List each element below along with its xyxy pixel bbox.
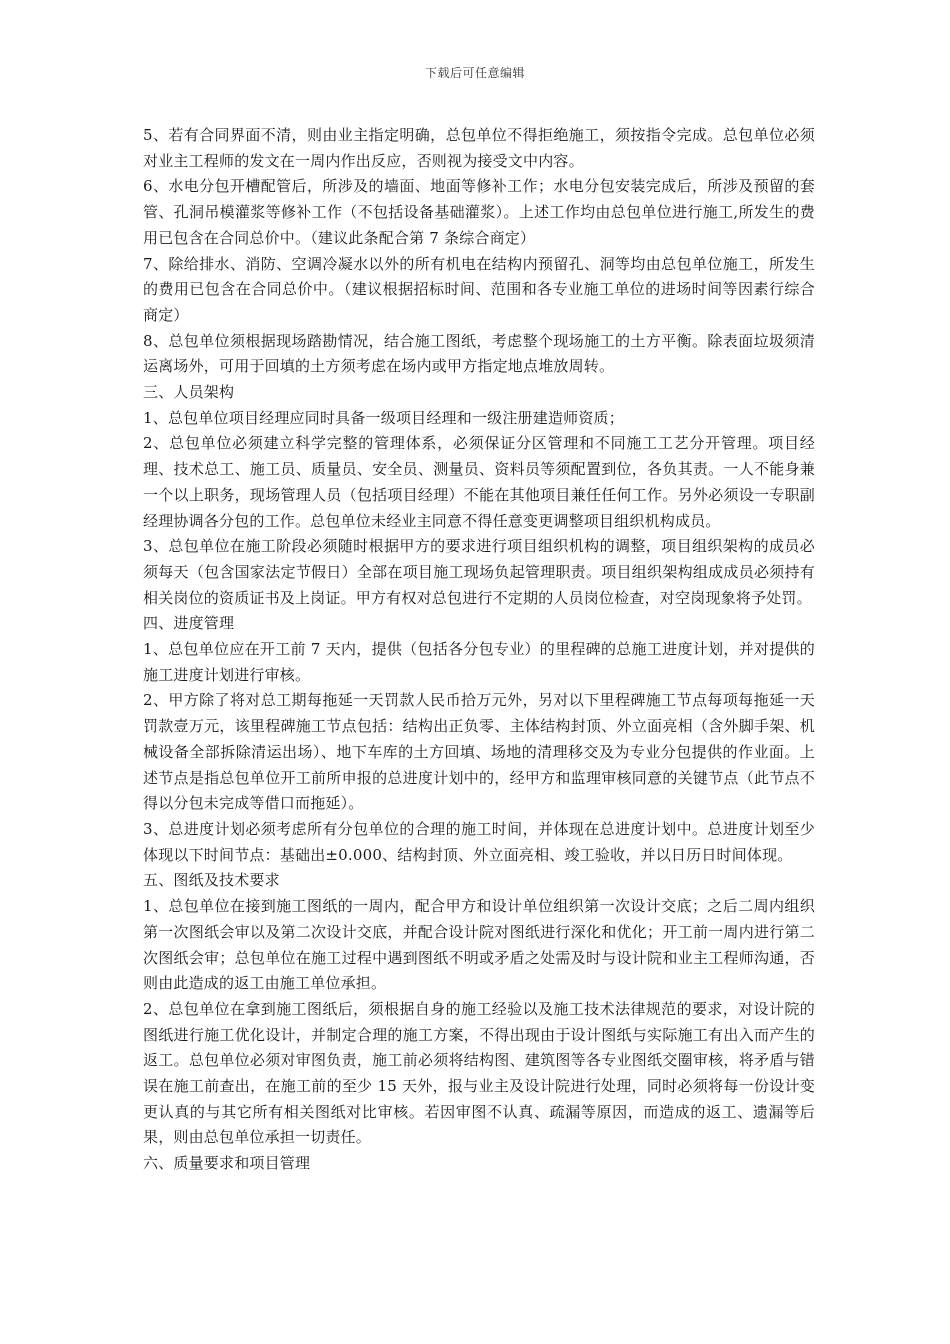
schedule-clause-3: 3、总进度计划必须考虑所有分包单位的合理的施工时间，并体现在总进度计划中。总进度计划至少体现以下时间节点：基础出±0.000、结构封顶、外立面亮相、竣工验收，并以日历日时间体现。 (143, 819, 815, 864)
clause-5-contract-interface: 5、若有合同界面不清，则由业主指定明确，总包单位不得拒绝施工，须按指令完成。总包单位必须对业主工程师的发文在一周内作出反应，否则视为接受文中内容。 (143, 126, 815, 170)
document-body (143, 123, 815, 1177)
section-heading-quality: 六、质量要求和项目管理 (143, 1154, 311, 1173)
schedule-clause-2: 2、甲方除了将对总工期每拖延一天罚款人民币拾万元外，另对以下里程碑施工节点每项每拖延一天罚款壹万元，该里程碑施工节点包括：结构出正负零、主体结构封顶、外立面亮相（含外脚手架、机械设备全部拆除清运出场）、地下车库的土方回填、场地的清理移交及为专业分包提供的作业面。上述节点是指总包单位开工前所申报的总进度计划中的，经甲方和监理审核同意的关键节点（此节点不得以分包未完成等借口而拖延）。 (143, 691, 815, 813)
staffing-clause-2: 2、总包单位必须建立科学完整的管理体系，必须保证分区管理和不同施工工艺分开管理。项目经理、技术总工、施工员、质量员、安全员、测量员、资料员等须配置到位，各负其责。一人不能身兼一个以上职务，现场管理人员（包括项目经理）不能在其他项目兼任任何工作。另外必须设一专职副经理协调各分包的工作。总包单位未经业主同意不得任意变更调整项目组织机构成员。 (143, 434, 815, 530)
page-header: 下载后可任意编辑 (424, 66, 525, 80)
staffing-clause-3: 3、总包单位在施工阶段必须随时根据甲方的要求进行项目组织机构的调整，项目组织架构的成员必须每天（包含国家法定节假日）全部在项目施工现场负起管理职责。项目组织架构组成成员必须持有相关岗位的资质证书及上岗证。甲方有权对总包进行不定期的人员岗位检查，对空岗现象将予处罚。 (143, 537, 815, 607)
drawings-clause-1: 1、总包单位在接到施工图纸的一周内，配合甲方和设计单位组织第一次设计交底；之后二周内组织第一次图纸会审以及第二次设计交底，并配合设计院对图纸进行深化和优化；开工前一周内进行第二次图纸会审；总包单位在施工过程中遇到图纸不明或矛盾之处需及时与设计院和业主工程师沟通，否则由此造成的返工由施工单位承担。 (143, 897, 815, 993)
schedule-clause-1: 1、总包单位应在开工前 7 天内，提供（包括各分包专业）的里程碑的总施工进度计划，并对提供的施工进度计划进行审核。 (143, 640, 815, 684)
section-heading-schedule: 四、进度管理 (143, 614, 235, 633)
staffing-clause-1: 1、总包单位项目经理应同时具备一级项目经理和一级注册建造师资质； (143, 408, 624, 427)
section-heading-drawings: 五、图纸及技术要求 (143, 871, 280, 890)
section-heading-staffing: 三、人员架构 (143, 383, 235, 402)
drawings-clause-2: 2、总包单位在拿到施工图纸后，须根据自身的施工经验以及施工技术法律规范的要求，对设计院的图纸进行施工优化设计，并制定合理的施工方案，不得出现由于设计图纸与实际施工有出入而产生的返工。总包单位必须对审图负责，施工前必须将结构图、建筑图等各专业图纸交圈审核，将矛盾与错误在施工前查出，在施工前的至少 15 天外，报与业主及设计院进行处理，同时必须将每一份设计变更认真的与其它所有相关图纸对比审核。若因审图不认真、疏漏等原因，而造成的返工、遗漏等后果，则由总包单位承担一切责任。 (143, 999, 815, 1147)
clause-7-reserved-openings: 7、除给排水、消防、空调冷凝水以外的所有机电在结构内预留孔、洞等均由总包单位施工，所发生的费用已包含在合同总价中。（建议根据招标时间、范围和各专业施工单位的进场时间等因素行综合商定） (143, 254, 815, 324)
clause-8-earthwork-balance: 8、总包单位须根据现场踏勘情况，结合施工图纸，考虑整个现场施工的土方平衡。除表面垃圾须清运离场外，可用于回填的土方须考虑在场内或甲方指定地点堆放周转。 (143, 331, 815, 376)
clause-6-plumbing-electrical-repair: 6、水电分包开槽配管后，所涉及的墙面、地面等修补工作；水电分包安装完成后，所涉及预留的套管、孔洞吊模灌浆等修补工作（不包括设备基础灌浆）。上述工作均由总包单位进行施工,所发生的费用已包含在合同总价中。（建议此条配合第 7 条综合商定） (143, 177, 815, 247)
